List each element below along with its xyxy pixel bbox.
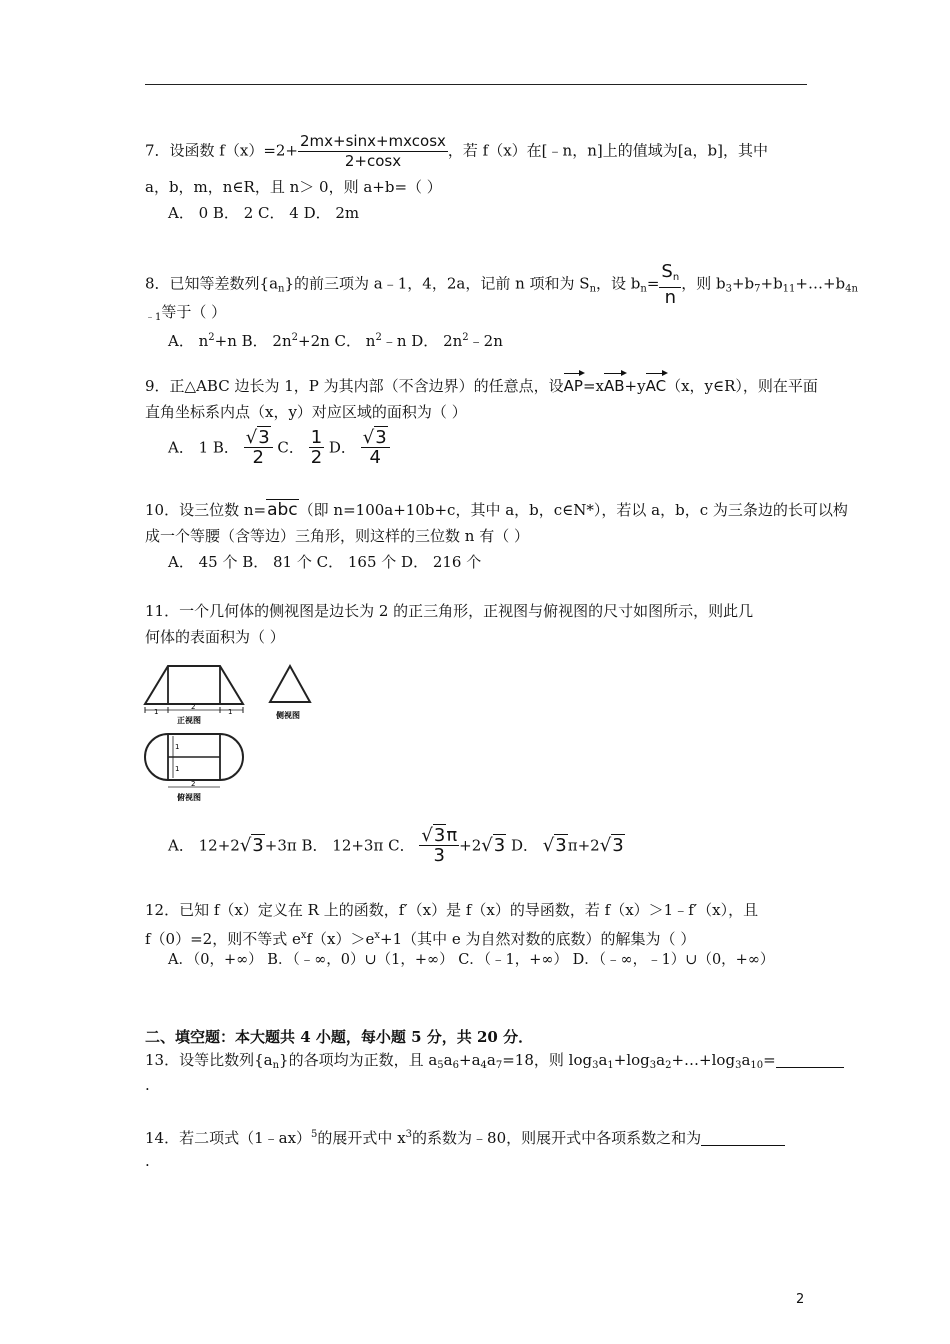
q9-two: 2 — [310, 447, 323, 468]
q13-t: a — [598, 1051, 608, 1069]
question-7-line-1 — [145, 132, 768, 171]
q8-num: S — [661, 261, 673, 282]
q8-sup: 2 — [291, 332, 299, 343]
q9-opt-c: C． — [272, 438, 304, 457]
question-7-line-2: a，b，m，n∈R，且 n＞ 0，则 a+b=（ ） — [145, 178, 442, 196]
question-9-line-2: 直角坐标系内点（x，y）对应区域的面积为（ ） — [145, 403, 467, 421]
q9-text-a: 9．正△ABC 边长为 1，P 为其内部（不含边界）的任意点，设 — [145, 377, 564, 395]
q7-denominator: 2+cosx — [344, 152, 402, 170]
question-10-line-1 — [145, 500, 848, 520]
question-11-line-1: 11．一个几何体的侧视图是边长为 2 的正三角形，正视图与俯视图的尺寸如图所示，则此几 — [145, 602, 754, 620]
q13-sub: 2 — [665, 1060, 672, 1071]
q8-text-a: 8．已知等差数列{a — [145, 274, 279, 293]
q8-sup: 2 — [462, 332, 469, 343]
q8-sub: n — [278, 283, 285, 295]
q8-l2: 等于（ ） — [161, 303, 227, 321]
q8-opt: ﹣n D． 2n — [381, 332, 463, 350]
q13-sub: 3 — [735, 1060, 742, 1071]
q11-r3d: 3 — [555, 834, 567, 856]
q9-opt-a: A． 1 B． — [168, 438, 239, 457]
q8-sub: n — [589, 283, 597, 295]
q11-opt-c2: +2 — [459, 836, 482, 855]
question-12-line-1: 12．已知 f（x）定义在 R 上的函数，f′（x）是 f（x）的导函数，若 f（x）＞1﹣f′（x），且 — [145, 901, 759, 919]
q14-t: 的系数为﹣80，则展开式中各项系数之和为 — [412, 1129, 702, 1147]
q11-r3c: 3 — [493, 834, 506, 856]
q11-pi: π — [446, 825, 458, 846]
vector-AC — [646, 376, 666, 396]
q14-end-dot: . — [145, 1152, 150, 1170]
q12-sup: x — [374, 930, 381, 941]
q13-t: 13．设等比数列{a — [145, 1051, 273, 1069]
q8-text-b: }的前三项为 a﹣1，4，2a，记前 n 项和为 S — [284, 274, 590, 293]
q13-sub: 1 — [607, 1060, 614, 1071]
front-dim-left: 1 — [154, 708, 159, 716]
q13-t: =18，则 log — [502, 1051, 593, 1069]
q9-r3: 3 — [258, 427, 270, 448]
q11-r3e: 3 — [612, 834, 624, 856]
q13-sub: 7 — [495, 1060, 503, 1071]
top-dim-width: 2 — [191, 780, 196, 788]
q8-text-d: = — [646, 274, 660, 293]
q13-sub: 3 — [649, 1060, 657, 1071]
question-11-line-2: 何体的表面积为（ ） — [145, 628, 285, 646]
header-rule — [145, 84, 807, 85]
q9-v3: AC — [645, 377, 667, 395]
q8-opt: ﹣2n — [468, 332, 503, 350]
q13-t: a — [741, 1051, 751, 1069]
question-12-line-2 — [145, 926, 695, 949]
q8-fraction — [659, 262, 681, 307]
q11-opt-a2: +3π B． 12+3π C． — [264, 836, 415, 855]
question-9-line-1 — [145, 376, 818, 396]
q14-sup: 5 — [311, 1129, 318, 1140]
top-dim-lower: 1 — [175, 765, 180, 773]
q9-text-b: =x — [582, 377, 604, 395]
q8-num-sub: n — [672, 272, 680, 283]
q13-t: +…+log — [671, 1051, 736, 1069]
q8-den: n — [664, 287, 677, 308]
q8-text-c: ，设 b — [596, 274, 641, 293]
q9-frac-d: $\frac{√3}{4}$ — [361, 428, 390, 467]
q8-text-e: ，则 b — [681, 274, 726, 293]
front-dim-right: 1 — [228, 708, 233, 716]
q13-sub: 10 — [750, 1060, 764, 1071]
q13-sub: 6 — [452, 1060, 459, 1071]
q11-frac-c: $\frac{√3\pi}{3}$ — [421, 825, 458, 866]
q11-r3: 3 — [252, 834, 264, 856]
question-11-options: A． 12+2√3+3π B． 12+3π C． $\frac{√3\pi}{3}$ +2√3 D． √3π+2√3 — [168, 825, 624, 866]
q8-sup: 2 — [208, 332, 215, 343]
question-9-options — [168, 428, 390, 467]
q10-text-a: 10．设三位数 n= — [145, 501, 267, 519]
question-8-line-2 — [145, 302, 226, 328]
question-10-line-2: 成一个等腰（含等边）三角形，则这样的三位数 n 有（ ） — [145, 527, 529, 545]
question-7-options: A． 0 B． 2 C． 4 D． 2m — [168, 204, 360, 222]
q13-sub: 4 — [480, 1060, 487, 1071]
q9-opt-d: D． — [324, 438, 356, 457]
q9-one: 1 — [310, 427, 323, 448]
q11-cden: 3 — [433, 845, 445, 866]
q8-sub: n — [640, 283, 647, 295]
section-2-heading: 二、填空题：本大题共 4 小题，每小题 5 分，共 20 分． — [145, 1028, 534, 1046]
question-14-line-1 — [145, 1125, 785, 1148]
q13-t: }的各项均为正数，且 a — [279, 1051, 438, 1069]
q9-v1: AP — [563, 377, 583, 395]
q12-l2c: +1（其中 e 为自然对数的底数）的解集为（ ） — [380, 930, 696, 948]
q8-sub: ﹣1 — [145, 312, 162, 323]
q9-frac-c — [309, 428, 324, 467]
q13-t: = — [763, 1051, 776, 1069]
q13-t: a — [656, 1051, 666, 1069]
q9-text-d: （x，y∈R），则在平面 — [666, 377, 818, 395]
q13-sub: 5 — [437, 1060, 444, 1071]
side-view-triangle — [270, 666, 310, 702]
q13-end-dot: . — [145, 1076, 150, 1094]
q8-text-f: +b — [731, 274, 755, 293]
q9-text-c: +y — [624, 377, 646, 395]
q8-sub: 11 — [782, 283, 796, 295]
q11-opt-a: A． 12+2 — [168, 836, 240, 855]
q9-frac-b: $\frac{√3}{2}$ — [244, 428, 273, 467]
question-13-line-1 — [145, 1050, 844, 1076]
q11-opt-d: D． — [506, 836, 539, 855]
q13-t: +a — [459, 1051, 481, 1069]
q7-fraction — [298, 132, 448, 171]
q7-numerator: 2mx+sinx+mxcosx — [300, 132, 446, 150]
q14-t: 的展开式中 x — [317, 1129, 406, 1147]
q12-l2a: f（0）=2，则不等式 e — [145, 930, 301, 948]
q13-answer-blank[interactable] — [776, 1051, 844, 1068]
q13-t: +log — [613, 1051, 650, 1069]
question-8-options — [168, 328, 503, 351]
q13-t: a — [486, 1051, 496, 1069]
q13-sub: n — [272, 1060, 280, 1071]
q8-opt: +n B． 2n — [214, 332, 292, 350]
top-view-label: 俯视图 — [177, 793, 201, 802]
side-view-label: 侧视图 — [276, 711, 300, 720]
q8-sub: 4n — [845, 283, 858, 295]
q13-t: a — [443, 1051, 453, 1069]
q8-opt: +2n C． n — [298, 332, 376, 350]
vector-AB — [604, 376, 625, 396]
q9-v2: AB — [603, 377, 625, 395]
q11-cnum-r: 3 — [433, 825, 446, 846]
front-view-label: 正视图 — [177, 716, 201, 725]
three-view-svg — [140, 660, 320, 820]
q8-opt: A． n — [168, 332, 209, 350]
q12-sup: x — [300, 930, 307, 941]
q8-sup: 2 — [375, 332, 382, 343]
three-view-figure — [140, 660, 320, 820]
q10-text-b: （即 n=100a+10b+c，其中 a，b，c∈N*），若以 a，b，c 为三条边的长可以构 — [298, 501, 848, 519]
q10-abc: abc — [267, 500, 298, 520]
question-10-options: A． 45 个 B． 81 个 C． 165 个 D． 216 个 — [168, 553, 482, 571]
q8-sub: 3 — [725, 283, 732, 295]
q13-sub: 3 — [592, 1060, 599, 1071]
question-12-options: A．（0，+∞） B．（﹣∞，0）∪（1，+∞） C．（﹣1，+∞） D．（﹣∞，﹣1）∪（0，+∞） — [168, 952, 775, 968]
q7-text-b: ，若 f（x）在[﹣n，n]上的值域为[a，b]，其中 — [447, 141, 768, 160]
q9-r3b: 3 — [375, 427, 387, 448]
q8-text-h: +…+b — [795, 274, 846, 293]
q8-text-g: +b — [760, 274, 783, 293]
top-dim-upper: 1 — [175, 743, 180, 751]
front-dim-middle: 2 — [191, 703, 196, 711]
q14-t: 14．若二项式（1﹣ax） — [145, 1129, 312, 1147]
question-8-line-1 — [145, 262, 858, 307]
front-view-trapezoid — [145, 666, 243, 704]
q9-den2: 2 — [252, 447, 264, 468]
q8-sub: 7 — [754, 283, 761, 295]
vector-AP — [564, 376, 583, 396]
q11-opt-d2: π+2 — [567, 836, 600, 855]
q14-sup: 3 — [405, 1129, 413, 1140]
q14-answer-blank[interactable] — [701, 1129, 785, 1146]
q9-den4: 4 — [369, 447, 381, 468]
q7-text-a: 7．设函数 f（x）=2+ — [145, 141, 299, 160]
q12-l2b: f（x）＞e — [306, 930, 375, 948]
page-number: 2 — [796, 1292, 805, 1307]
